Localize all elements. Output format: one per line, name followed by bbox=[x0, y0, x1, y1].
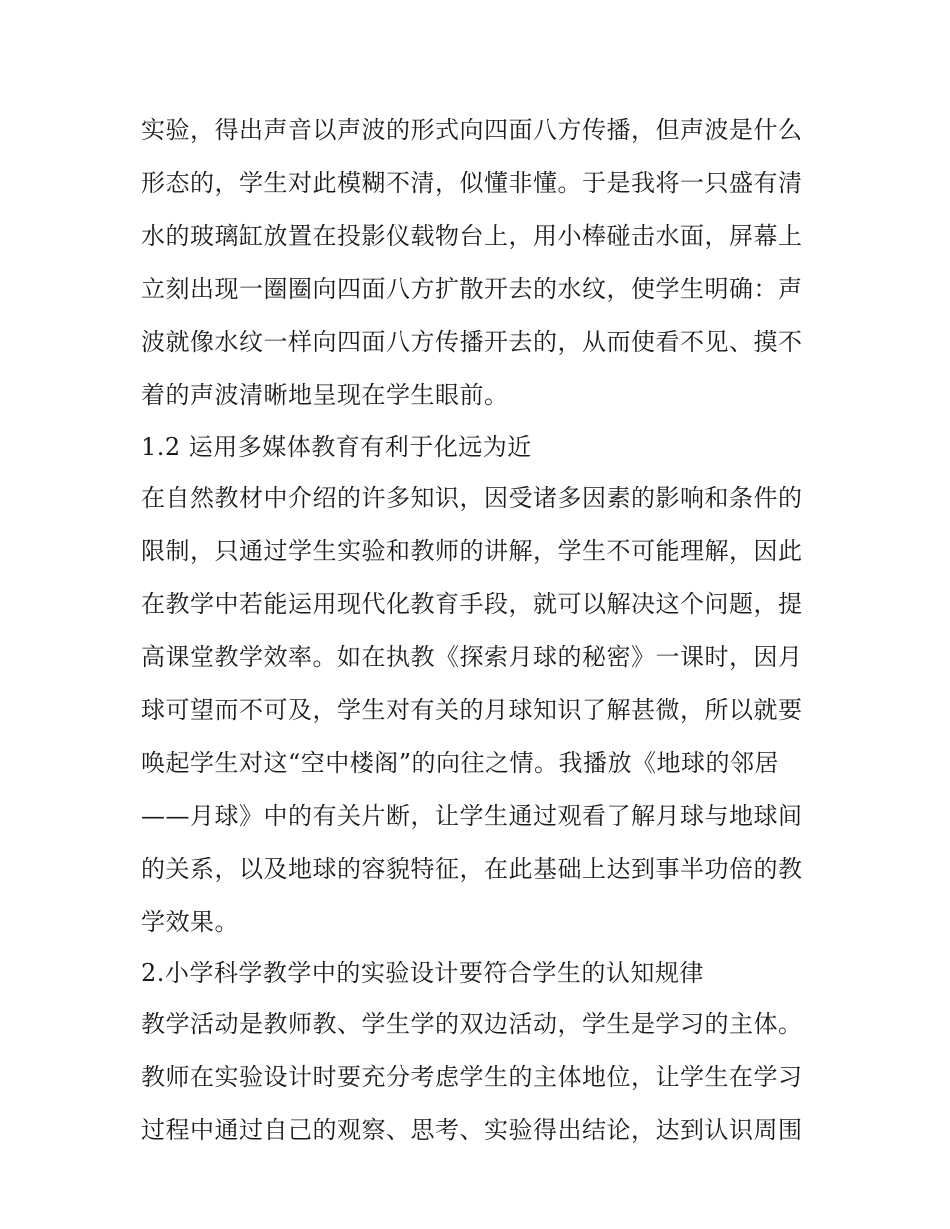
section-heading: 1.2 运用多媒体教育有利于化远为近 bbox=[141, 433, 532, 461]
body-text-line: 在教学中若能运用现代化教育手段，就可以解决这个问题，提 bbox=[141, 590, 803, 618]
body-text-line: 在自然教材中介绍的许多知识，因受诸多因素的影响和条件的 bbox=[141, 484, 803, 512]
body-text-line: 球可望而不可及，学生对有关的月球知识了解甚微，所以就要 bbox=[141, 696, 803, 724]
body-text-line: 限制，只通过学生实验和教师的讲解，学生不可能理解，因此 bbox=[141, 537, 803, 565]
body-text-line: 教师在实验设计时要充分考虑学生的主体地位，让学生在学习 bbox=[141, 1063, 803, 1091]
body-text-line: 波就像水纹一样向四面八方传播开去的，从而使看不见、摸不 bbox=[141, 328, 803, 356]
body-text-line: 学效果。 bbox=[141, 908, 239, 936]
body-text-line: 过程中通过自己的观察、思考、实验得出结论，达到认识周围 bbox=[141, 1116, 803, 1144]
body-text-line: 高课堂教学效率。如在执教《探索月球的秘密》一课时，因月 bbox=[141, 643, 803, 671]
body-text-line: 唤起学生对这“空中楼阁”的向往之情。我播放《地球的邻居 bbox=[141, 749, 780, 777]
body-text-line: ——月球》中的有关片断，让学生通过观看了解月球与地球间 bbox=[141, 802, 803, 830]
body-text-line: 教学活动是教师教、学生学的双边活动，学生是学习的主体。 bbox=[141, 1010, 803, 1038]
body-text-line: 水的玻璃缸放置在投影仪载物台上，用小棒碰击水面，屏幕上 bbox=[141, 222, 803, 250]
body-text-line: 形态的，学生对此模糊不清，似懂非懂。于是我将一只盛有清 bbox=[141, 169, 803, 197]
section-heading: 2.小学科学教学中的实验设计要符合学生的认知规律 bbox=[141, 959, 704, 987]
body-text-line: 着的声波清晰地呈现在学生眼前。 bbox=[141, 381, 509, 409]
body-text-line: 的关系，以及地球的容貌特征，在此基础上达到事半功倍的教 bbox=[141, 855, 803, 883]
body-text-line: 立刻出现一圈圈向四面八方扩散开去的水纹，使学生明确：声 bbox=[141, 275, 803, 303]
body-text-line: 实验，得出声音以声波的形式向四面八方传播，但声波是什么 bbox=[141, 116, 803, 144]
